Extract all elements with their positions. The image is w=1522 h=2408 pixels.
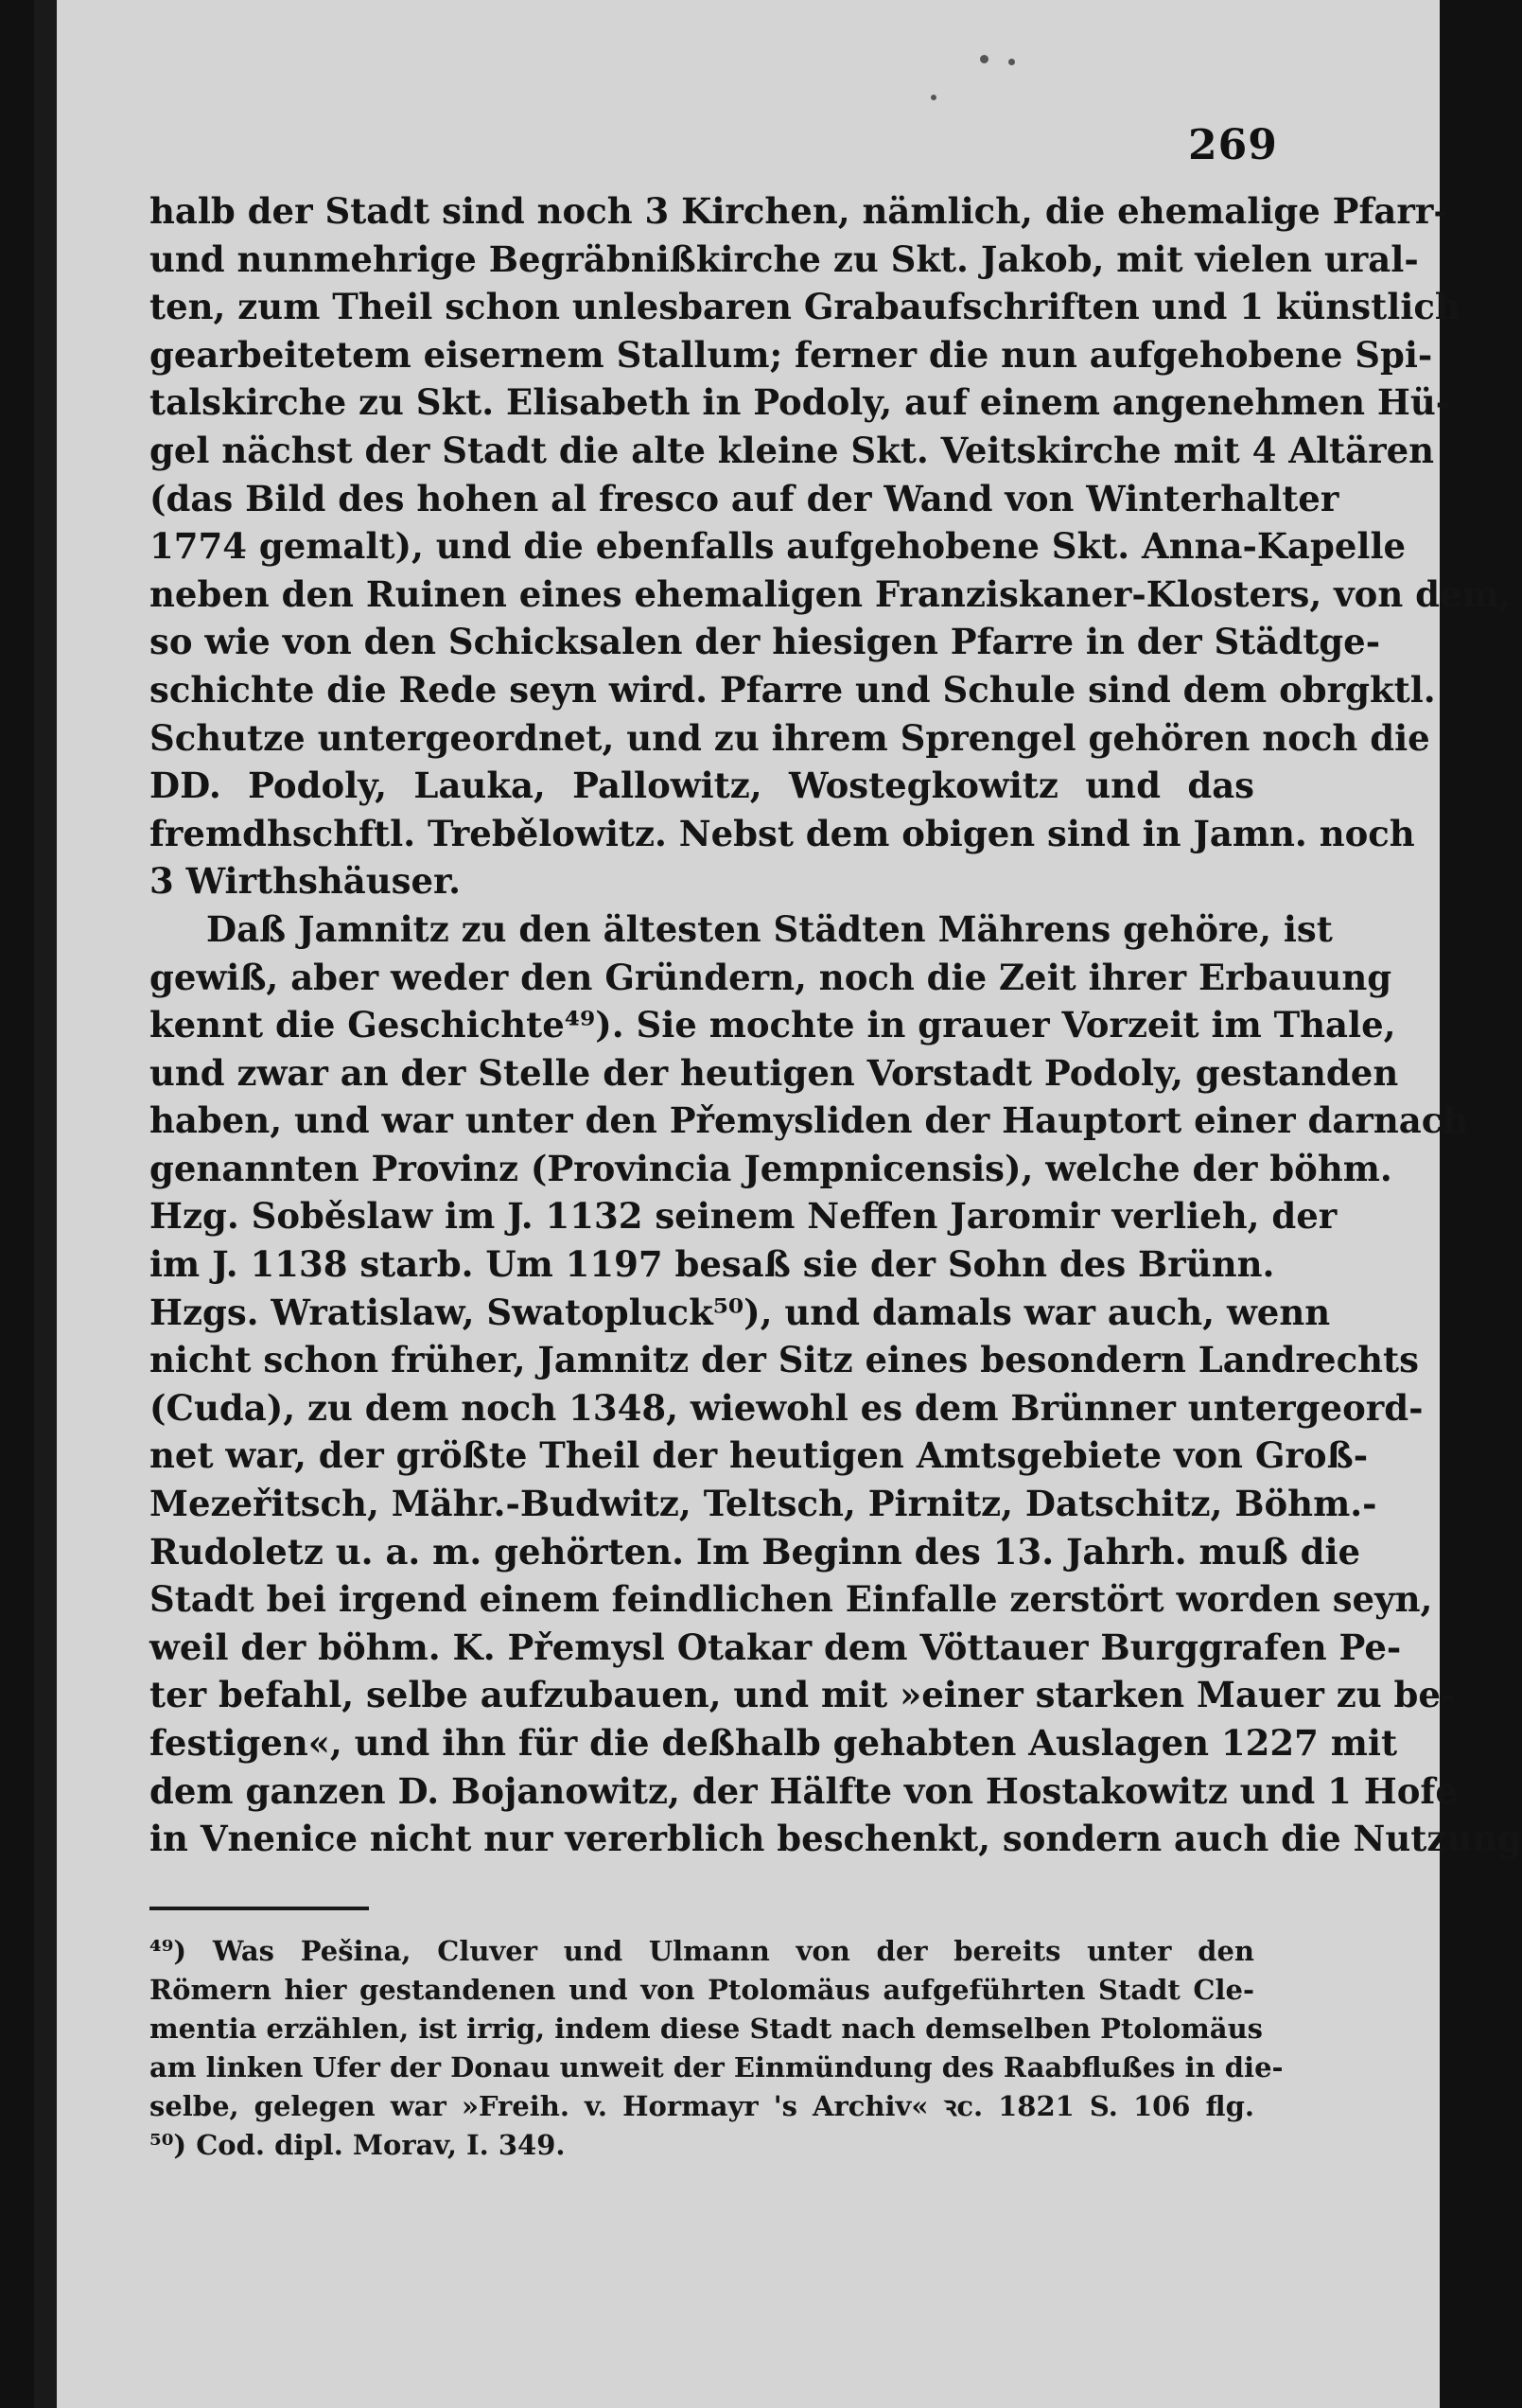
text-line: Rudoletz u. a. m. gehörten. Im Beginn des 13. Jahrh. muß die — [149, 1530, 1361, 1573]
footnote-line: am linken Ufer der Donau unweit der Einmündung des Raabflußes in die- — [149, 2051, 1284, 2083]
body-text — [149, 187, 1522, 1863]
text-line: im J. 1138 starb. Um 1197 besaß sie der Sohn des Brünn. — [149, 1243, 1275, 1286]
text-line: neben den Ruinen eines ehemaligen Franziskaner-Klosters, von dem, — [149, 572, 1512, 615]
footnote-line: Römern hier gestandenen und von Ptolomäus aufgeführten Stadt Cle- — [149, 1974, 1254, 2006]
page-number: 269 — [1188, 121, 1278, 169]
text-line: Hzgs. Wratislaw, Swatopluck⁵⁰), und damals war auch, wenn — [149, 1291, 1331, 1333]
footnote-line: selbe, gelegen war »Freih. v. Hormayr 's Archiv« ꝛc. 1821 S. 106 flg. — [149, 2090, 1254, 2122]
text-line: gearbeitetem eisernem Stallum; ferner die nun aufgehobene Spi- — [149, 333, 1433, 376]
text-line: gewiß, aber weder den Gründern, noch die Zeit ihrer Erbauung — [149, 956, 1392, 998]
text-line: DD. Podoly, Lauka, Pallowitz, Wostegkowitz und das — [149, 765, 1254, 807]
footnote-line: mentia erzählen, ist irrig, indem diese Stadt nach demselben Ptolomäus — [149, 2013, 1263, 2045]
text-line: Stadt bei irgend einem feindlichen Einfalle zerstört worden seyn, — [149, 1578, 1433, 1621]
footnote-rule — [149, 1907, 369, 1910]
text-line: talskirche zu Skt. Elisabeth in Podoly, auf einem angenehmen Hü- — [149, 381, 1451, 424]
text-line: nicht schon früher, Jamnitz der Sitz eines besondern Landrechts — [149, 1339, 1419, 1381]
paper-speck — [931, 95, 936, 100]
text-line: haben, und war unter den Přemysliden der Hauptort einer darnach — [149, 1099, 1469, 1142]
text-line: Hzg. Soběslaw im J. 1132 seinem Neffen Jaromir verlieh, der — [149, 1195, 1338, 1238]
page-gutter-shadow — [34, 0, 57, 2408]
text-line: in Vnenice nicht nur vererblich beschenkt, sondern auch die Nutzung — [149, 1818, 1522, 1860]
text-line: und zwar an der Stelle der heutigen Vorstadt Podoly, gestanden — [149, 1051, 1399, 1094]
footnotes — [149, 1932, 1284, 2165]
text-line: net war, der größte Theil der heutigen Amtsgebiete von Groß- — [149, 1434, 1369, 1477]
paragraph-start-line: Daß Jamnitz zu den ältesten Städten Mährens gehöre, ist — [206, 907, 1333, 950]
text-line: schichte die Rede seyn wird. Pfarre und Schule sind dem obrgktl. — [149, 668, 1436, 711]
book-page — [34, 0, 1522, 2408]
text-line: genannten Provinz (Provincia Jempnicensis), welche der böhm. — [149, 1147, 1392, 1189]
paper-speck — [980, 55, 988, 63]
text-line: (Cuda), zu dem noch 1348, wiewohl es dem Brünner untergeord- — [149, 1386, 1424, 1429]
text-line: festigen«, und ihn für die deßhalb gehabten Auslagen 1227 mit — [149, 1722, 1398, 1764]
paper-speck — [1008, 59, 1015, 65]
text-line: und nunmehrige Begräbnißkirche zu Skt. Jakob, mit vielen ural- — [149, 237, 1419, 280]
text-line: weil der böhm. K. Přemysl Otakar dem Vöttauer Burggrafen Pe- — [149, 1626, 1402, 1668]
text-line: (das Bild des hohen al fresco auf der Wand von Winterhalter — [149, 477, 1339, 519]
footnote-line: ⁵⁰) Cod. dipl. Morav, I. 349. — [149, 2129, 566, 2161]
text-line: Schutze untergeordnet, und zu ihrem Sprengel gehören noch die — [149, 716, 1430, 759]
text-line: 1774 gemalt), und die ebenfalls aufgehobene Skt. Anna-Kapelle — [149, 525, 1407, 568]
text-line: dem ganzen D. Bojanowitz, der Hälfte von Hostakowitz und 1 Hofe — [149, 1769, 1458, 1812]
footnote-line: ⁴⁹) Was Pešina, Cluver und Ulmann von der bereits unter den — [149, 1935, 1254, 1967]
text-line: halb der Stadt sind noch 3 Kirchen, nämlich, die ehemalige Pfarr- — [149, 190, 1448, 232]
text-line: Mezeřitsch, Mähr.-Budwitz, Teltsch, Pirnitz, Datschitz, Böhm.- — [149, 1483, 1377, 1525]
text-line: gel nächst der Stadt die alte kleine Skt. Veitskirche mit 4 Altären — [149, 429, 1435, 471]
text-line: 3 Wirthshäuser. — [149, 860, 462, 903]
text-line: so wie von den Schicksalen der hiesigen Pfarre in der Städtge- — [149, 621, 1381, 663]
text-line: ter befahl, selbe aufzubauen, und mit »einer starken Mauer zu be- — [149, 1674, 1456, 1716]
text-line: ten, zum Theil schon unlesbaren Grabaufschriften und 1 künstlich — [149, 286, 1461, 328]
text-line: kennt die Geschichte⁴⁹). Sie mochte in grauer Vorzeit im Thale, — [149, 1004, 1396, 1046]
text-line: fremdhschftl. Trebělowitz. Nebst dem obigen sind in Jamn. noch — [149, 812, 1415, 854]
